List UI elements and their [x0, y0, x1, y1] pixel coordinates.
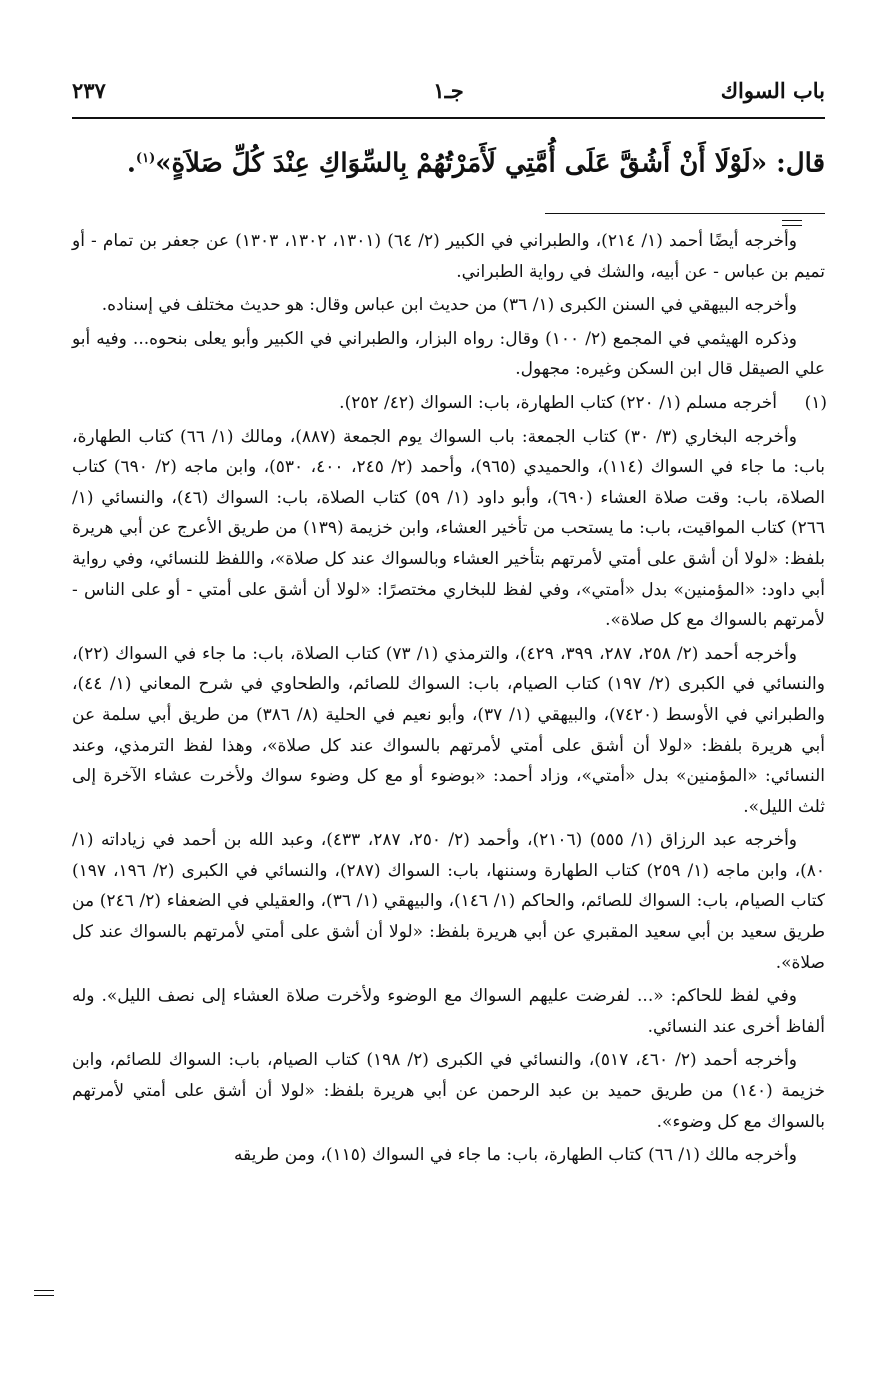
note-paragraph: وفي لفظ للحاكم: «... لفرضت عليهم السواك مع الوضوء ولأخرت صلاة العشاء إلى نصف الليل». وله ألفاظ أخرى عند النسائي. — [72, 986, 825, 1037]
hadith-end-mark: . — [126, 148, 136, 179]
note-paragraph: وأخرجه أحمد (٢/ ٤٦٠، ٥١٧)، والنسائي في الكبرى (٢/ ١٩٨) كتاب الصيام، باب: السواك للصائم، وابن خزيمة (١٤٠) من طريق حميد بن عبد الرحمن عن أبي هريرة بلفظ: «لولا أن أشق على أمتي لأمرتهم بالسواك مع كل وضوء». — [72, 1050, 825, 1132]
page-number: ٢٣٧ — [72, 78, 106, 103]
volume-label: جـ١ — [433, 78, 464, 103]
footnote-ref: (١) — [135, 151, 156, 166]
header-rule — [72, 117, 825, 119]
footnote-first-line: أخرجه مسلم (١/ ٢٢٠) كتاب الطهارة، باب: السواك (٤٢/ ٢٥٢). — [339, 392, 777, 413]
note-paragraph: وذكره الهيثمي في المجمع (٢/ ١٠٠) وقال: رواه البزار، والطبراني في الكبير وأبو يعلى بنحوه... وفيه أبو علي الصيقل قال ابن السكن وغيره: مجهول. — [72, 328, 825, 380]
hadith-quote: قال: «لَوْلَا أَنْ أَشُقَّ عَلَى أُمَّتِي لَأَمَرْتُهُمْ بِالسِّوَاكِ عِنْدَ كُلِّ صَلاَةٍ» — [155, 148, 825, 179]
footnote-number: (١) — [804, 392, 827, 413]
hadith-text — [72, 136, 825, 187]
footnote-separator — [545, 213, 825, 214]
chapter-title: باب السواك — [720, 78, 825, 103]
note-paragraph: وأخرجه عبد الرزاق (١/ ٥٥٥) (٢١٠٦)، وأحمد (٢/ ٢٥٠، ٢٨٧، ٤٣٣)، وعبد الله بن أحمد في زياداته (١/ ٨٠)، وابن ماجه (١/ ٢٥٩) كتاب الطهارة وسننها، باب: السواك (٢٨٧)، والنسائي في الكبرى (٢/ ١٩٦، ١٩٧) كتاب الصيام، باب: السواك للصائم، والحاكم (١/ ١٤٦)، والبيهقي (١/ ٣٦)، والعقيلي في الضعفاء (٢/ ٢٤٦) من طريق سعيد بن أبي سعيد المقبري عن أبي هريرة بلفظ: «لولا أن أشق على أمتي لأمرتهم بالسواك عند كل صلاة». — [72, 830, 826, 973]
footnotes — [72, 226, 825, 1174]
footnote-1 — [72, 388, 825, 419]
running-header — [72, 74, 825, 114]
continuation-mark-bottom — [34, 1290, 54, 1300]
note-paragraph: وأخرجه مالك (١/ ٦٦) كتاب الطهارة، باب: ما جاء في السواك (١١٥)، ومن طريقه — [233, 1145, 797, 1166]
note-paragraph: وأخرجه البيهقي في السنن الكبرى (١/ ٣٦) من حديث ابن عباس وقال: هو حديث مختلف في إسناده. — [101, 295, 797, 316]
note-paragraph: وأخرجه البخاري (٣/ ٣٠) كتاب الجمعة: باب السواك يوم الجمعة (٨٨٧)، ومالك (١/ ٦٦) كتاب الطهارة، باب: ما جاء في السواك (١١٤)، والحميدي (٩٦٥)، وأحمد (٢/ ٢٤٥، ٤٠٠، ٥٣٠)، وابن ماجه (٢/ ٦٩٠) كتاب الصلاة، باب: وقت صلاة العشاء (٦٩٠)، وأبو داود (١/ ٥٩) كتاب الصلاة، باب: السواك (٤٦)، والنسائي (١/ ٢٦٦) كتاب المواقيت، باب: ما يستحب من تأخير العشاء، وابن خزيمة (١٣٩) من طريق الأعرج عن أبي هريرة بلفظ: «لولا أن أشق على أمتي لأمرتهم بتأخير العشاء وبالسواك عند كل صلاة»، واللفظ للنسائي، وفي رواية أبي داود: «المؤمنين» بدل «أمتي»، وفي لفظ للبخاري مختصرًا: «لولا أن أشق على أمتي - أو على الناس - لأمرتهم بالسواك مع كل صلاة». — [72, 426, 825, 631]
note-paragraph: وأخرجه أيضًا أحمد (١/ ٢١٤)، والطبراني في الكبير (٢/ ٦٤) (١٣٠١، ١٣٠٢، ١٣٠٣) عن جعفر بن تمام - أو تميم بن عباس - عن أبيه، والشك في رواية الطبراني. — [72, 231, 825, 282]
note-paragraph: وأخرجه أحمد (٢/ ٢٥٨، ٢٨٧، ٣٩٩، ٤٢٩)، والترمذي (١/ ٧٣) كتاب الصلاة، باب: ما جاء في السواك (٢٢)، والنسائي في الكبرى (٢/ ١٩٧) كتاب الصيام، باب: السواك للصائم، والطحاوي في شرح المعاني (١/ ٤٤)، والطبراني في الأوسط (٧٤٢٠)، والبيهقي (١/ ٣٧)، وأبو نعيم في الحلية (٨/ ٣٨٦) من طريق أبي سلمة عن أبي هريرة بلفظ: «لولا أن أشق على أمتي لأمرتهم بالسواك عند كل صلاة»، وهذا لفظ الترمذي، وعند النسائي: «المؤمنين» بدل «أمتي»، وزاد أحمد: «بوضوء أو مع كل وضوء سواك ولأخرت عشاء الآخرة إلى ثلث الليل». — [72, 643, 825, 817]
